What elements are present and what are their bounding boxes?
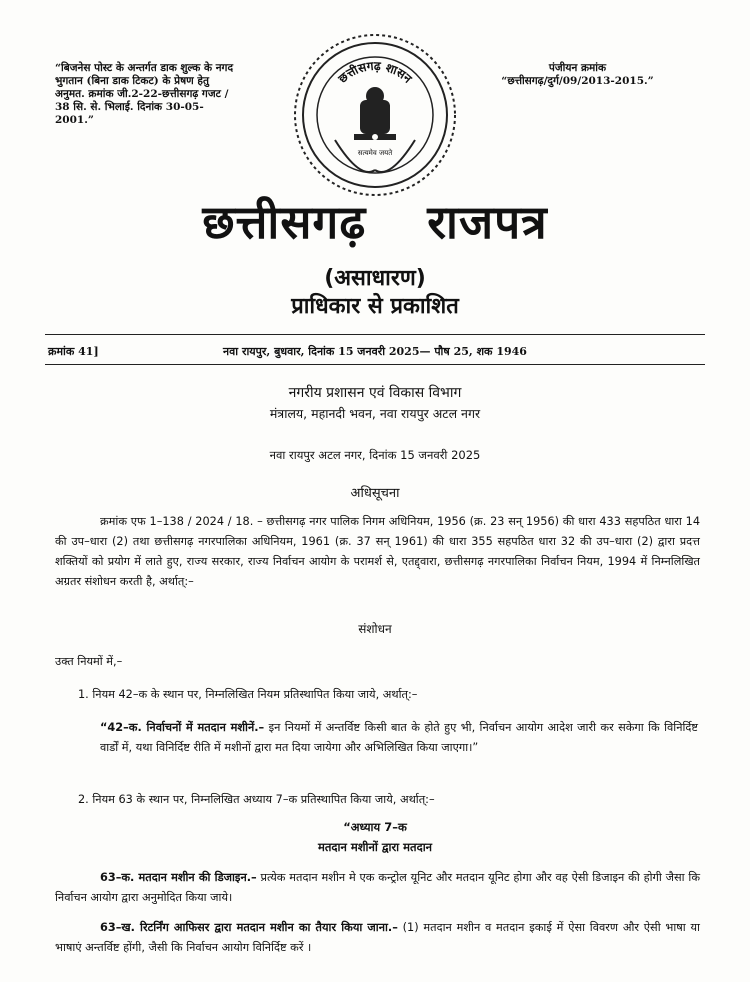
issue-number: क्रमांक 41] bbox=[48, 345, 99, 358]
lion-capital-icon bbox=[354, 87, 396, 140]
state-emblem-seal bbox=[290, 30, 460, 200]
amendment-item-2: 2. नियम 63 के स्थान पर, निम्नलिखित अध्याय 7–क प्रतिस्थापित किया जाये, अर्थात्:– bbox=[78, 793, 435, 806]
rule-63b-text: (1) मतदान मशीन व मतदान इकाई में ऐसा विवरण और ऐसी भाषा या भाषाएं अन्तर्विष्ट होंगी, जैसी कि निर्वाचन आयोग विनिर्दिष्ट करें । bbox=[55, 921, 700, 954]
department-address: मंत्रालय, महानदी भवन, नवा रायपुर अटल नगर bbox=[269, 406, 481, 421]
top-rule bbox=[45, 334, 705, 335]
place-date: नवा रायपुर अटल नगर, दिनांक 15 जनवरी 2025 bbox=[269, 448, 481, 462]
chapter-number: “अध्याय 7–क bbox=[343, 820, 407, 834]
title-rajpatra: राजपत्र bbox=[427, 195, 548, 249]
extraordinary-label: (असाधारण) bbox=[324, 266, 426, 291]
bottom-rule bbox=[45, 364, 705, 365]
registration-number bbox=[470, 62, 685, 88]
title-chhattisgarh: छत्तीसगढ़ bbox=[202, 195, 367, 249]
notification-heading: अधिसूचना bbox=[350, 486, 400, 501]
authority-label: प्राधिकार से प्रकाशित bbox=[291, 294, 459, 319]
intro-paragraph: क्रमांक एफ 1–138 / 2024 / 18. – छत्तीसगढ़ नगर पालिक निगम अधिनियम, 1956 (क्र. 23 सन् 1956) की धारा 433 सहपठित धारा 14 की उप–धारा (2) तथा छत्तीसगढ़ नगरपालिका अधिनियम, 1961 (क्र. 37 सन् 1961) की धारा 355 सहपठित धारा 32 की उप–धारा (2) द्वारा प्रदत्त शक्तियों को प्रयोग में लाते हुए, राज्य सरकार, राज्य निर्वाचन आयोग के परामर्श से, एतद्द्वारा, छत्तीसगढ़ नगरपालिका निर्वाचन नियम, 1994 में निम्नलिखित अग्रतर संशोधन करती है, अर्थात्:– bbox=[55, 515, 700, 588]
rule-63b bbox=[55, 918, 700, 958]
seal-top-text: छत्तीसगढ़ शासन bbox=[335, 58, 415, 86]
gazette-title bbox=[0, 190, 750, 252]
rule-42a-text: इन नियमों में अन्तर्विष्ट किसी बात के होते हुए भी, निर्वाचन आयोग आदेश जारी कर सकेगा कि विनिर्दिष्ट वार्डों में, यथा विनिर्दिष्ट रीति में मशीनों द्वारा मत दिया जायेगा और अभिलिखित किया जाएगा।” bbox=[100, 721, 699, 754]
svg-text:छत्तीसगढ़ शासन bbox=[335, 59, 416, 87]
rules-intro: उक्त नियमों में,– bbox=[55, 655, 123, 668]
department-name: नगरीय प्रशासन एवं विकास विभाग bbox=[288, 385, 462, 401]
amendment-item-1: 1. नियम 42–क के स्थान पर, निम्नलिखित नियम प्रतिस्थापित किया जाये, अर्थात्:– bbox=[78, 688, 418, 701]
registration-value: “छत्तीसगढ़/दुर्ग/09/2013-2015.” bbox=[501, 75, 654, 87]
seal-motto: सत्यमेव जयते bbox=[357, 149, 393, 157]
registration-label: पंजीयन क्रमांक bbox=[548, 62, 607, 74]
rule-63a-title: 63–क. मतदान मशीन की डिजाइन.– bbox=[100, 871, 257, 884]
issue-date: नवा रायपुर, बुधवार, दिनांक 15 जनवरी 2025— पौष 25, शक 1946 bbox=[223, 345, 527, 358]
amendment-heading: संशोधन bbox=[358, 622, 392, 636]
rule-42a bbox=[100, 718, 698, 758]
rule-42a-title: “42–क. निर्वाचनों में मतदान मशीनें.– bbox=[100, 721, 265, 734]
rule-63a-text: प्रत्येक मतदान मशीन मे एक कन्ट्रोल यूनिट और मतदान यूनिट होगा और वह ऐसी डिजाइन की होगी जैसा कि निर्वाचन आयोग द्वारा अनुमोदित किया जाये। bbox=[55, 871, 700, 904]
chapter-title: मतदान मशीनों द्वारा मतदान bbox=[317, 840, 433, 854]
postal-permit-note: “बिजनेस पोस्ट के अन्तर्गत डाक शुल्क के नगद भुगतान (बिना डाक टिकट) के प्रेषण हेतु अनुमत. क्रमांक जी.2-22-छत्तीसगढ़ गजट / 38 सि. से. भिलाई. दिनांक 30-05-2001.” bbox=[55, 62, 234, 126]
rule-63b-title: 63–ख. रिटर्निंग आफिसर द्वारा मतदान मशीन का तैयार किया जाना.– bbox=[100, 921, 398, 934]
rule-63a bbox=[55, 868, 700, 908]
